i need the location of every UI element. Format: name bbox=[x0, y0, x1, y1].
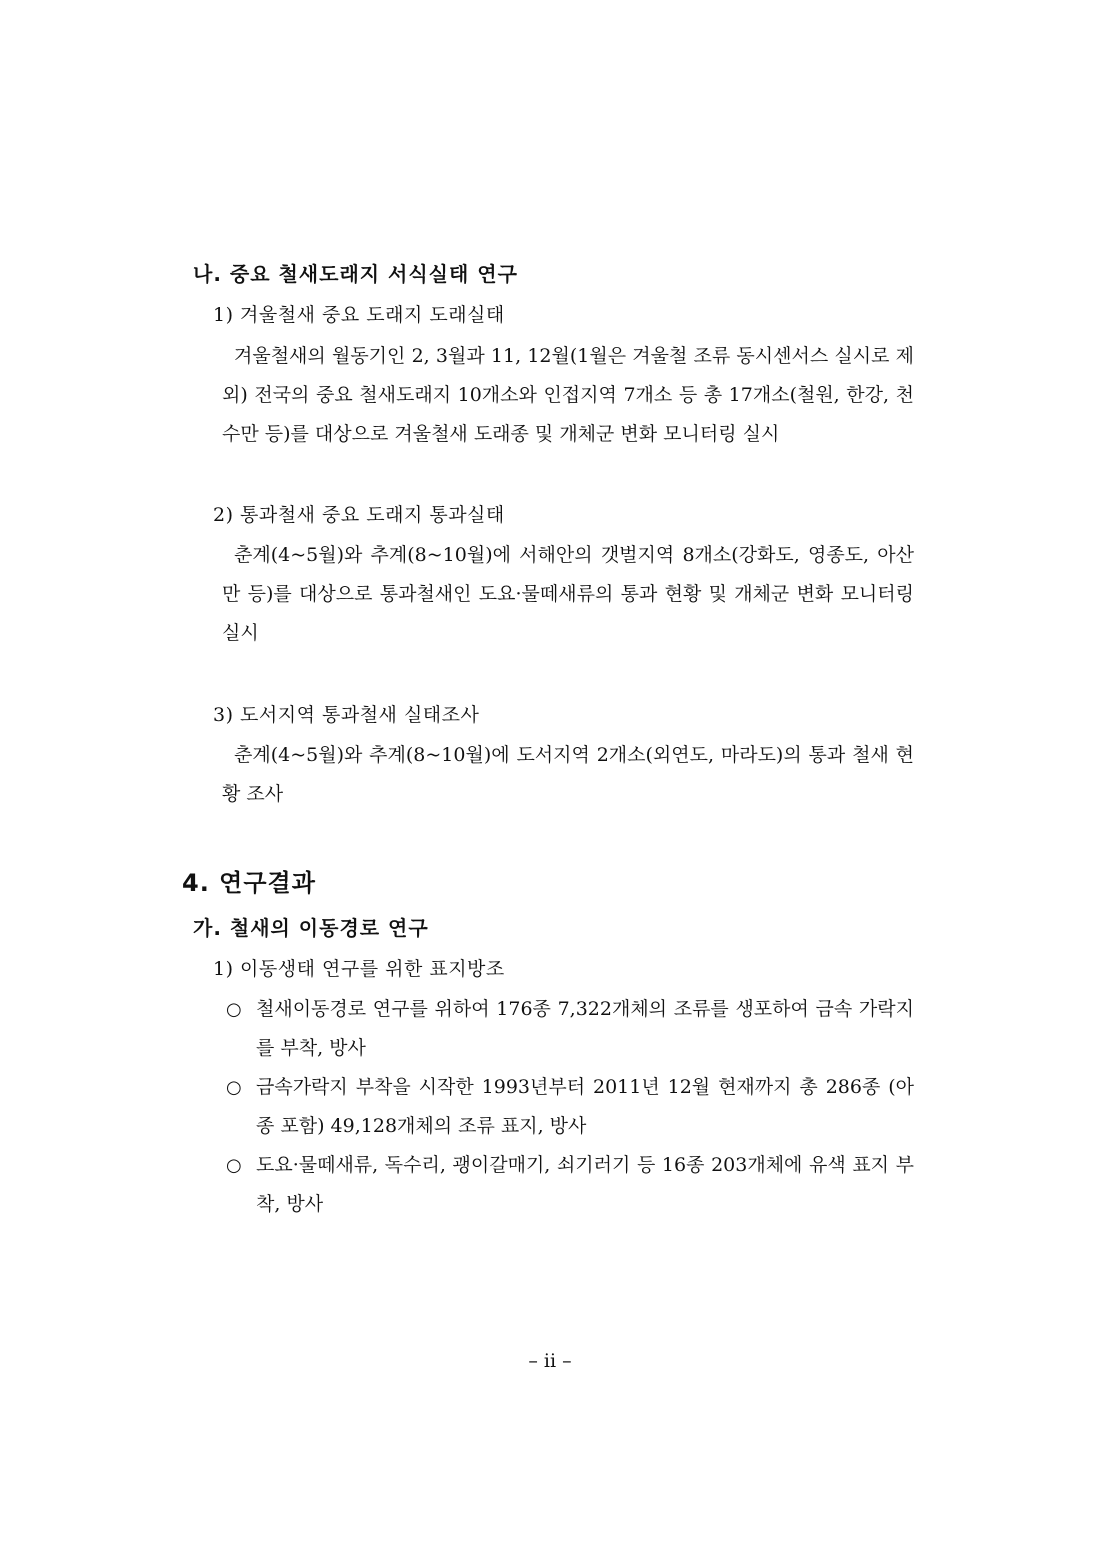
list-item bbox=[222, 1068, 914, 1146]
list-item bbox=[222, 990, 914, 1068]
banding-bullet-list bbox=[222, 990, 914, 1224]
list-item-text: 금속가락지 부착을 시작한 1993년부터 2011년 12월 현재까지 총 286종 (아종 포함) 49,128개체의 조류 표지, 방사 bbox=[256, 1076, 914, 1137]
subsection-title-island: 3) 도서지역 통과철새 실태조사 bbox=[213, 704, 480, 726]
list-item-text: 철새이동경로 연구를 위하여 176종 7,322개체의 조류를 생포하여 금속 가락지를 부착, 방사 bbox=[256, 998, 914, 1059]
circle-bullet-icon: ○ bbox=[226, 1155, 242, 1176]
circle-bullet-icon: ○ bbox=[226, 999, 242, 1020]
subsection-title-banding: 1) 이동생태 연구를 위한 표지방조 bbox=[213, 958, 505, 980]
page-number: – ii – bbox=[528, 1350, 572, 1372]
list-item bbox=[222, 1146, 914, 1224]
subsection-title-winter: 1) 겨울철새 중요 도래지 도래실태 bbox=[213, 304, 505, 326]
list-item-text: 도요·물떼새류, 독수리, 괭이갈매기, 쇠기러기 등 16종 203개체에 유색 표지 부착, 방사 bbox=[256, 1154, 914, 1215]
section-heading-na: 나. 중요 철새도래지 서식실태 연구 bbox=[193, 262, 518, 286]
section-heading-ga: 가. 철새의 이동경로 연구 bbox=[193, 916, 429, 940]
section-heading-results: 4. 연구결과 bbox=[182, 869, 316, 897]
circle-bullet-icon: ○ bbox=[226, 1077, 242, 1098]
paragraph-passage: 춘계(4~5월)와 추계(8~10월)에 서해안의 갯벌지역 8개소(강화도, 영종도, 아산만 등)를 대상으로 통과철새인 도요·물떼새류의 통과 현황 및 개체군 변화 모니터링 실시 bbox=[222, 544, 914, 644]
paragraph-winter: 겨울철새의 월동기인 2, 3월과 11, 12월(1월은 겨울철 조류 동시센서스 실시로 제외) 전국의 중요 철새도래지 10개소와 인접지역 7개소 등 총 17개소(철원, 한강, 천수만 등)를 대상으로 겨울철새 도래종 및 개체군 변화 모니터링 실시 bbox=[222, 345, 914, 445]
paragraph-island: 춘계(4~5월)와 추계(8~10월)에 도서지역 2개소(외연도, 마라도)의 통과 철새 현황 조사 bbox=[222, 744, 914, 805]
subsection-title-passage: 2) 통과철새 중요 도래지 통과실태 bbox=[213, 504, 505, 526]
